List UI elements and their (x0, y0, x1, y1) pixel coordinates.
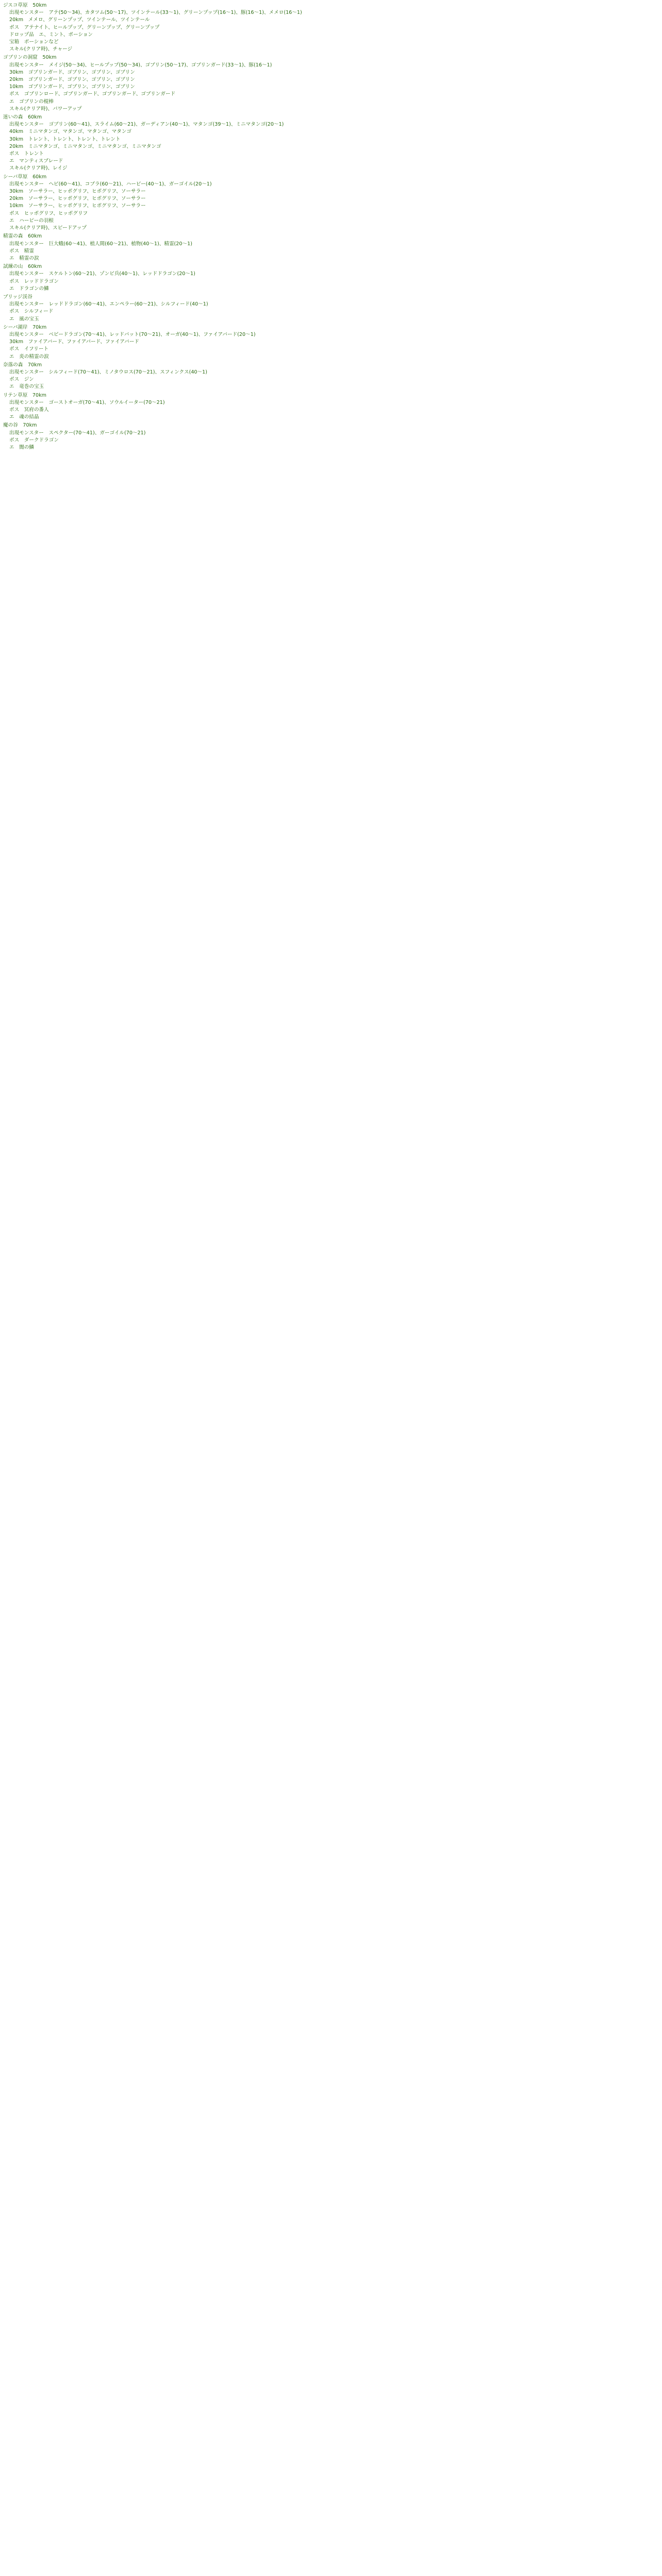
dungeon-section (3, 2, 659, 53)
dungeon-detail-line: ボス シルフィード (9, 309, 54, 315)
dungeon-detail-line: 20km メメロ、グリーンプップ、ツインテール、ツインテール (9, 17, 150, 23)
dungeon-detail-line: エ ハーピーの羽根 (9, 217, 54, 224)
dungeon-detail-line: スキル(クリア時)、チャージ (9, 46, 73, 53)
dungeon-detail-line: ドロップ品 エ、ミント、ポーション (9, 31, 93, 38)
dungeon-section (3, 392, 659, 421)
dungeon-title: 魔の谷 70km (3, 422, 37, 429)
dungeon-detail-line: 宝箱 ポーションなど (9, 39, 59, 45)
dungeon-detail-line: 40km ミニマタンゴ、マタンゴ、マタンゴ、マタンゴ (9, 129, 132, 135)
dungeon-detail-line: エ 闇の鱗 (9, 444, 34, 450)
dungeon-detail-line: ボス レッドドラゴン (9, 278, 59, 284)
dungeon-detail-line: ボス ヒッポグリフ、ヒッポグリフ (9, 210, 88, 216)
dungeon-title: 奈落の森 70km (3, 362, 42, 368)
dungeon-detail-line: エ 魂の結晶 (9, 414, 39, 420)
dungeon-detail-line: 20km ソーサラー、ヒッポグリフ、ヒポグリフ、ソーサラー (9, 196, 146, 202)
dungeon-title: リテン草原 70km (3, 392, 46, 398)
dungeon-title: 試練の山 60km (3, 264, 42, 270)
dungeon-section (3, 114, 659, 173)
dungeon-detail-line: 30km ソーサラー、ヒッポグリフ、ヒポグリフ、ソーサラー (9, 189, 146, 195)
dungeon-detail-line: 出現モンスター スケルトン(60〜21)、ゾンビ兵(40〜1)、レッドドラゴン(20〜1) (9, 271, 195, 277)
dungeon-detail-line: 出現モンスター メイジ(50〜34)、ヒールプップ(50〜34)、ゴブリン(50〜17)、ゴブリンガード(33〜1)、豚(16〜1) (9, 62, 272, 68)
dungeon-detail-line: 出現モンスター レッドドラゴン(60〜41)、エンペラー(60〜21)、シルフィード(40〜1) (9, 301, 208, 308)
document (0, 0, 662, 454)
dungeon-title: シーバ湖岸 70km (3, 324, 47, 330)
dungeon-detail-line: 30km ゴブリンガード、ゴブリン、ゴブリン、ゴブリン (9, 69, 135, 75)
dungeon-detail-line: 出現モンスター アテ(50〜34)、カタツム(50〜17)、ツインテール(33〜1)、グリーンプップ(16〜1)、豚(16〜1)、メメロ(16〜1) (9, 10, 302, 16)
dungeon-detail-line: スキル(クリア時)、レイジ (9, 165, 68, 172)
dungeon-detail-line: エ 炎の精霊の涙 (9, 353, 49, 360)
dungeon-detail-line: 20km ミニマタンゴ、ミニマタンゴ、ミニマタンゴ、ミニマタンゴ (9, 143, 161, 149)
dungeon-detail-line: ボス ダークドラゴン (9, 437, 59, 443)
dungeon-detail-line: エ ドラゴンの鱗 (9, 285, 49, 292)
dungeon-section (3, 263, 659, 293)
dungeon-section (3, 362, 659, 391)
dungeon-detail-line: エ 竜巻の宝玉 (9, 384, 44, 390)
dungeon-detail-line: ボス イフリート (9, 346, 49, 352)
dungeon-detail-line: 20km ゴブリンガード、ゴブリン、ゴブリン、ゴブリン (9, 77, 135, 83)
dungeon-detail-line: 出現モンスター スペクター(70〜41)、ガーゴイル(70〜21) (9, 430, 146, 436)
dungeon-title: シーバ草原 60km (3, 174, 47, 180)
dungeon-detail-line: 出現モンスター ゴーストオーガ(70〜41)、ソウルイーター(70〜21) (9, 399, 165, 405)
dungeon-detail-line: ボス 精霊 (9, 248, 34, 254)
dungeon-detail-line: スキル(クリア時)、パワーアップ (9, 106, 82, 112)
dungeon-detail-line: 10km ゴブリンガード、ゴブリン、ゴブリン、ゴブリン (9, 84, 135, 90)
dungeon-detail-line: スキル(クリア時)、スピードアップ (9, 225, 87, 231)
dungeon-title: 迷いの森 60km (3, 114, 42, 121)
dungeon-detail-line: 出現モンスター ゴブリン(60〜41)、スライム(60〜21)、ガーディアン(40〜1)、マタンゴ(39〜1)、ミニマタンゴ(20〜1) (9, 122, 284, 128)
dungeon-section (3, 233, 659, 262)
dungeon-detail-line: 出現モンスター ベビードラゴン(70〜41)、レッドバット(70〜21)、オーガ(40〜1)、ファイアバード(20〜1) (9, 331, 256, 337)
dungeon-title: ブリッジ渓谷 (3, 294, 32, 300)
dungeon-title: ジスコ草原 50km (3, 3, 47, 8)
dungeon-section (3, 54, 659, 113)
dungeon-detail-line: 10km ソーサラー、ヒッポグリフ、ヒポグリフ、ソーサラー (9, 203, 146, 209)
dungeon-detail-line: 出現モンスター シルフィード(70〜41)、ミノタウロス(70〜21)、スフィンクス(40〜1) (9, 369, 207, 375)
dungeon-detail-line: 出現モンスター 巨大蛾(60〜41)、植人間(60〜21)、植物(40〜1)、精霊(20〜1) (9, 241, 192, 247)
dungeon-detail-line: 30km トレント、トレント、トレント、トレント (9, 136, 121, 142)
dungeon-section (3, 324, 659, 361)
dungeon-section (3, 294, 659, 323)
dungeon-detail-line: エ 風の宝玉 (9, 316, 39, 322)
dungeon-detail-line: エ マンティスブレード (9, 158, 63, 164)
dungeon-detail-line: 30km ファイアバード、ファイアバード、ファイアバード (9, 339, 139, 345)
dungeon-detail-line: 出現モンスター ヘビ(60〜41)、コブラ(60〜21)、ハーピー(40〜1)、ガーゴイル(20〜1) (9, 181, 212, 187)
dungeon-detail-line: ボス 冥府の番人 (9, 406, 49, 413)
dungeon-detail-line: エ ゴブリンの棍棒 (9, 98, 54, 105)
dungeon-section (3, 422, 659, 451)
dungeon-detail-line: ボス ゴブリンロード、ゴブリンガード、ゴブリンガード、ゴブリンガード (9, 91, 176, 97)
dungeon-title: 精霊の森 60km (3, 233, 42, 240)
dungeon-detail-line: エ 精霊の涙 (9, 255, 39, 261)
dungeon-detail-line: ボス アテナイト、ヒールプップ、グリーンプップ、グリーンプップ (9, 24, 160, 30)
dungeon-section (3, 174, 659, 232)
dungeon-title: ゴブリンの洞窟 50km (3, 55, 57, 61)
dungeon-detail-line: ボス トレント (9, 151, 44, 157)
dungeon-detail-line: ボス ジン (9, 377, 34, 383)
